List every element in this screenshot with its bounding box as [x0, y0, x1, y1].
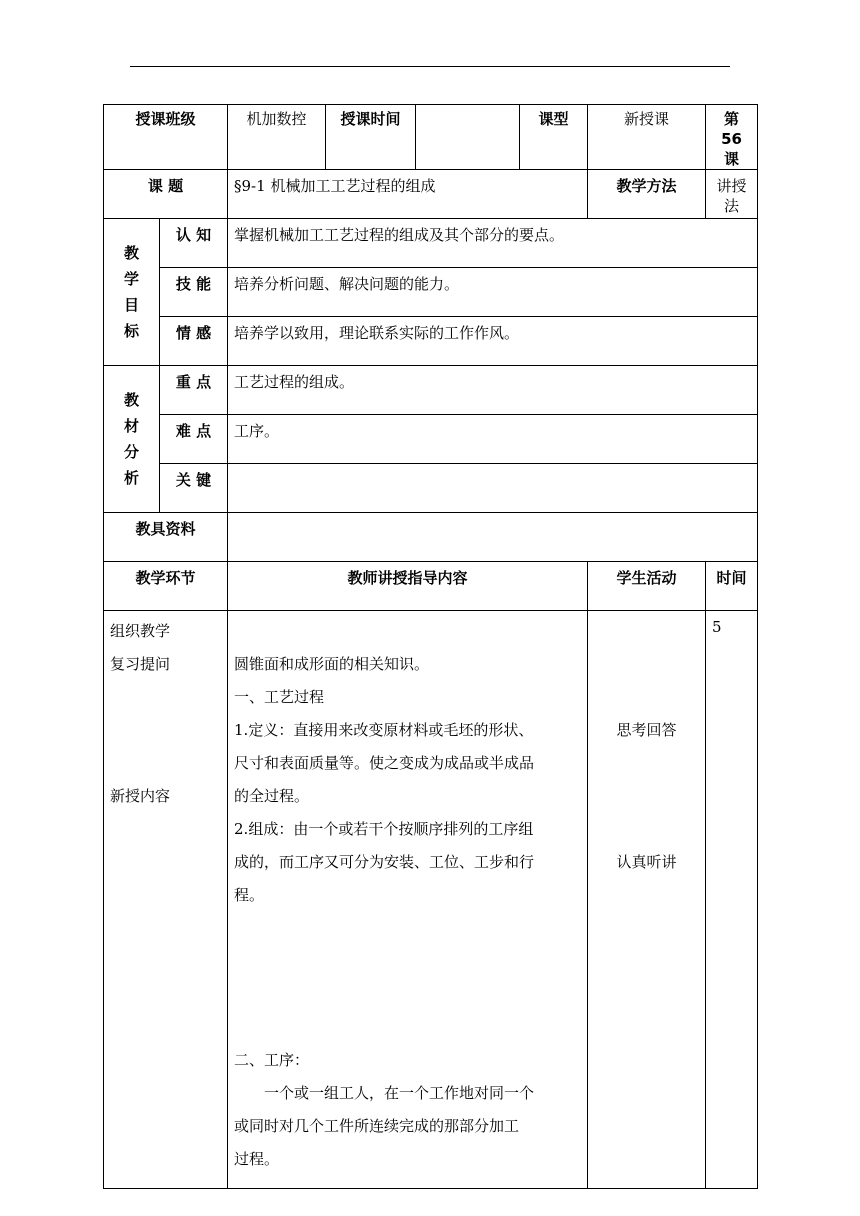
column-header-content: 教师讲授指导内容 [228, 562, 588, 611]
lesson-plan-table [103, 104, 758, 1189]
stage-item: 新授内容 [110, 787, 171, 805]
method-value: 讲授法 [706, 170, 758, 219]
analysis-group-label: 教 材 分 析 [104, 366, 160, 513]
column-header-student: 学生活动 [588, 562, 706, 611]
student-activity-column [588, 611, 706, 1189]
analysis-label-difficulty: 难 点 [160, 415, 228, 464]
materials-value [228, 513, 758, 562]
student-activity: 认真听讲 [616, 853, 677, 871]
objective-value-skill: 培养分析问题、解决问题的能力。 [228, 268, 758, 317]
content-line: 尺寸和表面质量等。使之变成为成品或半成品 [234, 754, 535, 772]
content-line: 一个或一组工人，在一个工作地对同一个 [264, 1084, 535, 1102]
content-line: 二、工序： [234, 1051, 310, 1069]
stage-item: 组织教学 [110, 622, 171, 640]
content-line: 一、工艺过程 [234, 688, 325, 706]
class-value: 机加数控 [228, 105, 326, 170]
objective-label-emotion: 情 感 [160, 317, 228, 366]
stage-item: 复习提问 [110, 655, 171, 673]
content-line: 过程。 [234, 1150, 280, 1168]
content-line: 成的，而工序又可分为安装、工位、工步和行 [234, 853, 535, 871]
time-label: 授课时间 [326, 105, 416, 170]
class-label: 授课班级 [104, 105, 228, 170]
materials-label: 教具资料 [104, 513, 228, 562]
content-column [228, 611, 588, 1189]
objective-value-cognition: 掌握机械加工工艺过程的组成及其个部分的要点。 [228, 219, 758, 268]
analysis-value-key-point: 工艺过程的组成。 [228, 366, 758, 415]
header-rule [130, 66, 730, 67]
objective-value-emotion: 培养学以致用，理论联系实际的工作作风。 [228, 317, 758, 366]
type-label: 课型 [520, 105, 588, 170]
objectives-group-label: 教 学 目 标 [104, 219, 160, 366]
column-header-time: 时间 [706, 562, 758, 611]
content-line: 2.组成：由一个或若干个按顺序排列的工序组 [234, 820, 534, 838]
lesson-number: 第 56 课 [706, 105, 758, 170]
content-line: 或同时对几个工件所连续完成的那部分加工 [234, 1117, 520, 1135]
type-value: 新授课 [588, 105, 706, 170]
stage-column [104, 611, 228, 1189]
time-value: 5 [712, 618, 722, 636]
method-label: 教学方法 [588, 170, 706, 219]
content-line: 圆锥面和成形面的相关知识。 [234, 655, 430, 673]
objective-label-skill: 技 能 [160, 268, 228, 317]
objective-label-cognition: 认 知 [160, 219, 228, 268]
student-activity: 思考回答 [616, 721, 677, 739]
analysis-label-key-point: 重 点 [160, 366, 228, 415]
analysis-value-difficulty: 工序。 [228, 415, 758, 464]
content-line: 程。 [234, 886, 265, 904]
content-line: 的全过程。 [234, 787, 310, 805]
topic-value: §9-1 机械加工工艺过程的组成 [228, 170, 588, 219]
topic-label: 课 题 [104, 170, 228, 219]
time-value [416, 105, 520, 170]
content-line: 1.定义：直接用来改变原材料或毛坯的形状、 [234, 721, 534, 739]
analysis-value-crux [228, 464, 758, 513]
time-column [706, 611, 758, 1189]
analysis-label-crux: 关 键 [160, 464, 228, 513]
column-header-stage: 教学环节 [104, 562, 228, 611]
